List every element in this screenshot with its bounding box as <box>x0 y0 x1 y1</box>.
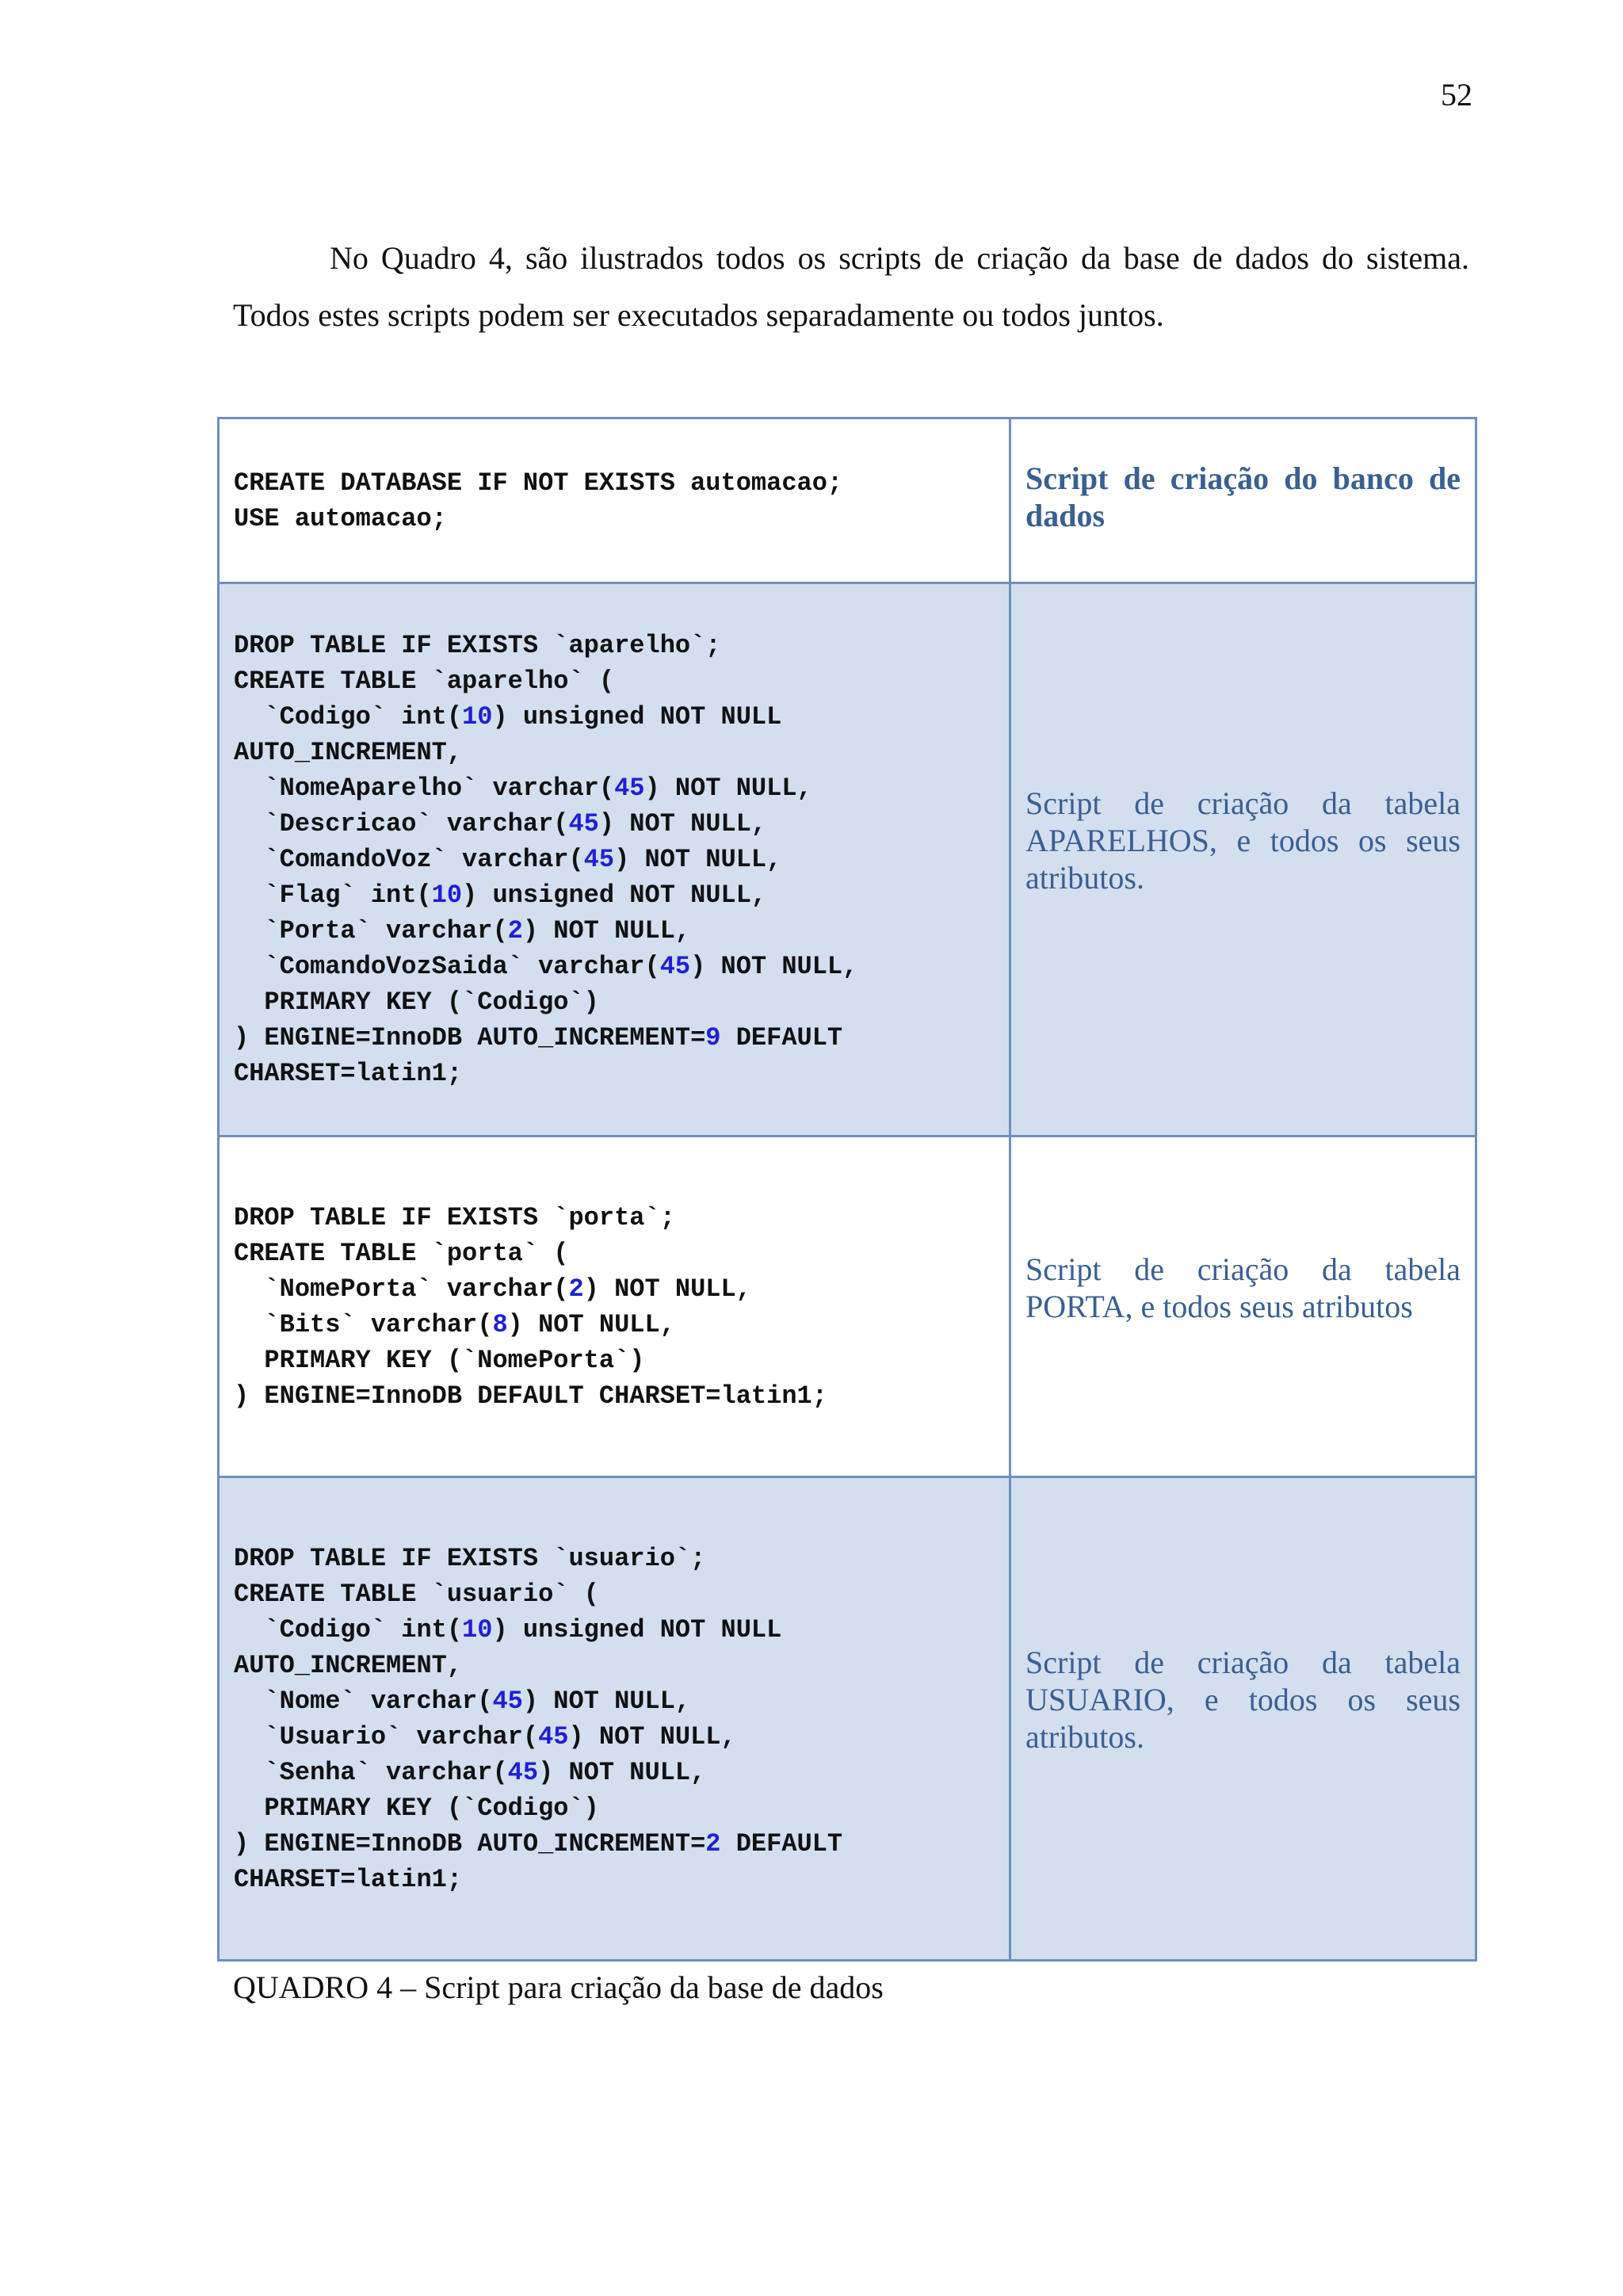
numeric-literal: 10 <box>462 1614 493 1645</box>
code-text: DROP TABLE IF EXISTS `aparelho`; <box>234 631 721 660</box>
intro-paragraph <box>233 230 1469 344</box>
table-caption: QUADRO 4 – Script para criação da base de dados <box>233 1969 884 2005</box>
numeric-literal: 45 <box>659 952 691 981</box>
table-row-usuario <box>219 1477 1476 1961</box>
code-text: ) ENGINE=InnoDB AUTO_INCREMENT= <box>234 1828 706 1859</box>
code-line <box>234 1310 675 1339</box>
code-line <box>234 504 447 533</box>
code-line <box>234 988 599 1017</box>
code-text: CREATE TABLE `aparelho` ( <box>234 667 615 696</box>
code-line <box>234 738 462 767</box>
sql-code-block <box>234 1200 995 1414</box>
code-line <box>234 1615 781 1645</box>
code-line <box>234 667 614 696</box>
code-text: PRIMARY KEY (`NomePorta`) <box>234 1345 645 1375</box>
code-text: `NomeAparelho` varchar( <box>234 774 615 803</box>
sql-code-block <box>234 628 995 1091</box>
table-row-porta <box>219 1137 1476 1477</box>
code-line <box>234 809 766 839</box>
numeric-literal: 2 <box>507 916 523 946</box>
numeric-literal: 2 <box>568 1274 584 1304</box>
code-text: CHARSET=latin1; <box>234 1864 463 1894</box>
code-text: ) NOT NULL, <box>538 1757 706 1787</box>
code-line <box>234 1794 599 1823</box>
numeric-literal: 45 <box>583 845 615 874</box>
code-text: CREATE DATABASE IF NOT EXISTS automacao; <box>234 468 843 498</box>
code-text: ) NOT NULL, <box>568 1721 736 1752</box>
code-text: PRIMARY KEY (`Codigo`) <box>234 988 599 1017</box>
code-text: ) NOT NULL, <box>614 845 782 874</box>
code-text: ) unsigned NOT NULL, <box>462 881 767 910</box>
code-line <box>234 881 766 910</box>
numeric-literal: 9 <box>705 1023 721 1052</box>
code-line <box>234 468 842 498</box>
code-cell <box>219 418 1010 583</box>
code-text: `ComandoVoz` varchar( <box>234 845 584 874</box>
code-cell <box>219 1477 1010 1961</box>
code-line <box>234 1346 644 1375</box>
code-text: `Nome` varchar( <box>234 1686 493 1716</box>
numeric-literal: 10 <box>431 881 463 910</box>
numeric-literal: 8 <box>492 1309 508 1339</box>
code-text: CREATE TABLE `usuario` ( <box>234 1579 599 1609</box>
code-line <box>234 1203 675 1232</box>
code-line <box>234 1865 462 1894</box>
code-line <box>234 1381 827 1411</box>
code-line <box>234 1580 599 1609</box>
numeric-literal: 45 <box>538 1721 569 1752</box>
code-cell <box>219 1137 1010 1477</box>
code-line <box>234 845 781 874</box>
code-cell <box>219 583 1010 1137</box>
row-description: Script de criação do banco de dados <box>1025 460 1461 533</box>
code-text: ) ENGINE=InnoDB AUTO_INCREMENT= <box>234 1023 706 1052</box>
sql-code-block <box>234 1541 995 1897</box>
code-text: DEFAULT <box>720 1023 843 1052</box>
code-text: ) NOT NULL, <box>598 809 767 839</box>
row-description: Script de criação da tabela PORTA, e todos seus atributos <box>1025 1251 1461 1324</box>
code-text: `NomePorta` varchar( <box>234 1274 569 1304</box>
sql-code-block <box>234 465 995 537</box>
code-line <box>234 1544 705 1573</box>
code-text: `Codigo` int( <box>234 702 463 732</box>
numeric-literal: 45 <box>614 774 645 803</box>
code-line <box>234 916 690 946</box>
table-row-create-database <box>219 418 1476 583</box>
code-line <box>234 1687 690 1716</box>
code-text: `Codigo` int( <box>234 1614 463 1645</box>
code-text: PRIMARY KEY (`Codigo`) <box>234 1793 599 1823</box>
code-line <box>234 952 857 981</box>
table-row-aparelho <box>219 583 1476 1137</box>
numeric-literal: 45 <box>568 809 599 839</box>
numeric-literal: 10 <box>462 702 493 732</box>
code-text: `ComandoVozSaida` varchar( <box>234 952 660 981</box>
code-text: DROP TABLE IF EXISTS `porta`; <box>234 1202 675 1232</box>
code-line <box>234 631 721 660</box>
code-text: `Porta` varchar( <box>234 916 508 946</box>
code-text: ) NOT NULL, <box>690 952 858 981</box>
code-text: CHARSET=latin1; <box>234 1059 463 1088</box>
code-text: ) NOT NULL, <box>522 1686 691 1716</box>
code-text: `Descricao` varchar( <box>234 809 569 839</box>
code-text: ) NOT NULL, <box>507 1309 675 1339</box>
code-line <box>234 774 812 803</box>
description-cell <box>1010 1137 1476 1477</box>
code-line <box>234 1758 705 1787</box>
code-text: ) NOT NULL, <box>644 774 812 803</box>
code-text: ) unsigned NOT NULL <box>492 1614 782 1645</box>
code-line <box>234 1829 842 1859</box>
code-text: DEFAULT <box>720 1828 843 1859</box>
numeric-literal: 45 <box>507 1757 539 1787</box>
numeric-literal: 2 <box>705 1828 721 1859</box>
code-line <box>234 1239 568 1268</box>
code-line <box>234 1722 736 1752</box>
code-text: AUTO_INCREMENT, <box>234 1650 463 1680</box>
code-text: DROP TABLE IF EXISTS `usuario`; <box>234 1543 706 1573</box>
code-line <box>234 1651 462 1680</box>
numeric-literal: 45 <box>492 1686 523 1716</box>
code-text: USE automacao; <box>234 503 447 533</box>
code-line <box>234 1274 751 1304</box>
row-description: Script de criação da tabela APARELHOS, e todos os seus atributos. <box>1025 785 1461 896</box>
description-cell <box>1010 583 1476 1137</box>
code-line <box>234 1059 462 1088</box>
intro-text: No Quadro 4, são ilustrados todos os scripts de criação da base de dados do sistema. Todos estes scripts podem ser executados separadamente ou todos juntos. <box>233 240 1469 333</box>
code-text: ) NOT NULL, <box>583 1274 751 1304</box>
code-text: ) NOT NULL, <box>522 916 691 946</box>
code-text: `Senha` varchar( <box>234 1757 508 1787</box>
code-text: `Usuario` varchar( <box>234 1721 539 1752</box>
code-line <box>234 702 781 732</box>
row-description: Script de criação da tabela USUARIO, e todos os seus atributos. <box>1025 1645 1461 1755</box>
sql-scripts-table <box>217 417 1477 1962</box>
code-text: ) unsigned NOT NULL <box>492 702 782 732</box>
code-text: CREATE TABLE `porta` ( <box>234 1238 569 1268</box>
description-cell <box>1010 1477 1476 1961</box>
code-line <box>234 1023 842 1052</box>
code-text: ) ENGINE=InnoDB DEFAULT CHARSET=latin1; <box>234 1381 827 1411</box>
code-text: `Bits` varchar( <box>234 1309 493 1339</box>
description-cell <box>1010 418 1476 583</box>
code-text: `Flag` int( <box>234 881 432 910</box>
page-number: 52 <box>1441 77 1472 113</box>
code-text: AUTO_INCREMENT, <box>234 738 463 767</box>
